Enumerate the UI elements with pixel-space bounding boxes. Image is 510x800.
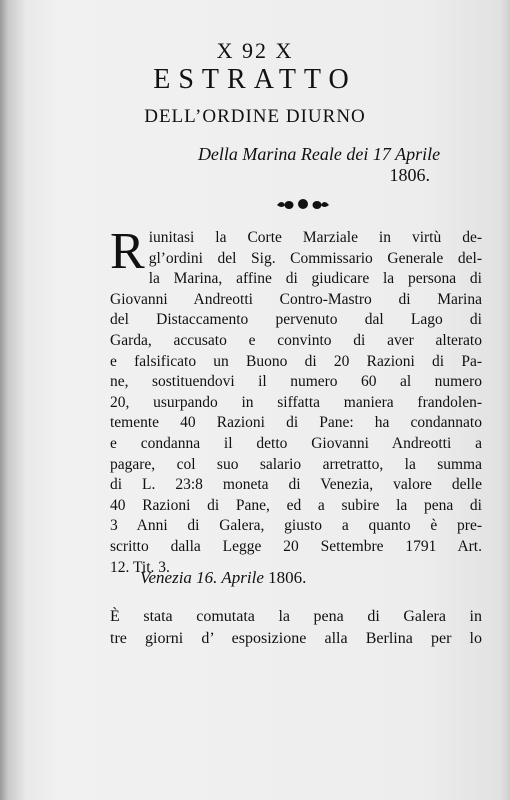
- page-subtitle: DELL’ORDINE DIURNO: [144, 106, 366, 127]
- drop-cap: R: [110, 223, 145, 280]
- dateline-place-date: Venezia 16. Aprile: [140, 568, 264, 587]
- commutation-note: [110, 606, 482, 650]
- text-line: Giovanni Andreotti Contro-Mastro di Marina: [110, 290, 482, 308]
- text-line: del Distaccamento pervenuto dal Lago di: [110, 311, 482, 329]
- text-line: 12. Tit. 3.: [110, 558, 170, 576]
- issuer-year: 1806.: [389, 165, 430, 185]
- text-line: e falsificato un Buono di 20 Razioni di Pa-: [110, 352, 482, 370]
- ornament-icon: [273, 196, 333, 212]
- issuer-line: [184, 144, 454, 186]
- text-line: ne, sostituendovi il numero 60 al numero: [110, 373, 482, 391]
- decree-text: [110, 223, 482, 578]
- text-line: temente 40 Razioni di Pane: ha condannato: [110, 414, 482, 432]
- text-line: e condanna il detto Giovanni Andreotti a: [110, 434, 482, 452]
- text-line: la Marina, affine di giudicare la persona di: [148, 270, 482, 288]
- text-line: 20, usurpando in siffatta maniera frandolen-: [110, 393, 482, 411]
- note-line: È stata comutata la pena di Galera in: [110, 608, 482, 625]
- text-line: iunitasi la Corte Marziale in virtù de-: [148, 229, 482, 246]
- page-title: ESTRATTO: [153, 64, 357, 95]
- text-line: 40 Razioni di Pane, ed a subire la pena di: [110, 496, 482, 514]
- text-line: 3 Anni di Galera, giusto a quanto è pre-: [110, 517, 482, 535]
- text-line: pagare, col suo salario arretratto, la summa: [110, 455, 482, 473]
- text-line: gl’ordini del Sig. Commissario Generale del-: [148, 249, 482, 267]
- text-line: scritto dalla Legge 20 Settembre 1791 Art.: [110, 537, 482, 555]
- note-line: tre giorni d’ esposizione alla Berlina per lo: [110, 630, 482, 647]
- text-line: Garda, accusato e convinto di aver alterato: [110, 331, 482, 349]
- issuer-text: Della Marina Reale dei 17 Aprile: [197, 144, 441, 164]
- page-number: X 92 X: [216, 38, 294, 63]
- dateline: [140, 568, 306, 588]
- dateline-year: 1806.: [268, 568, 307, 587]
- text-line: di L. 23:8 moneta di Venezia, valore delle: [110, 476, 482, 494]
